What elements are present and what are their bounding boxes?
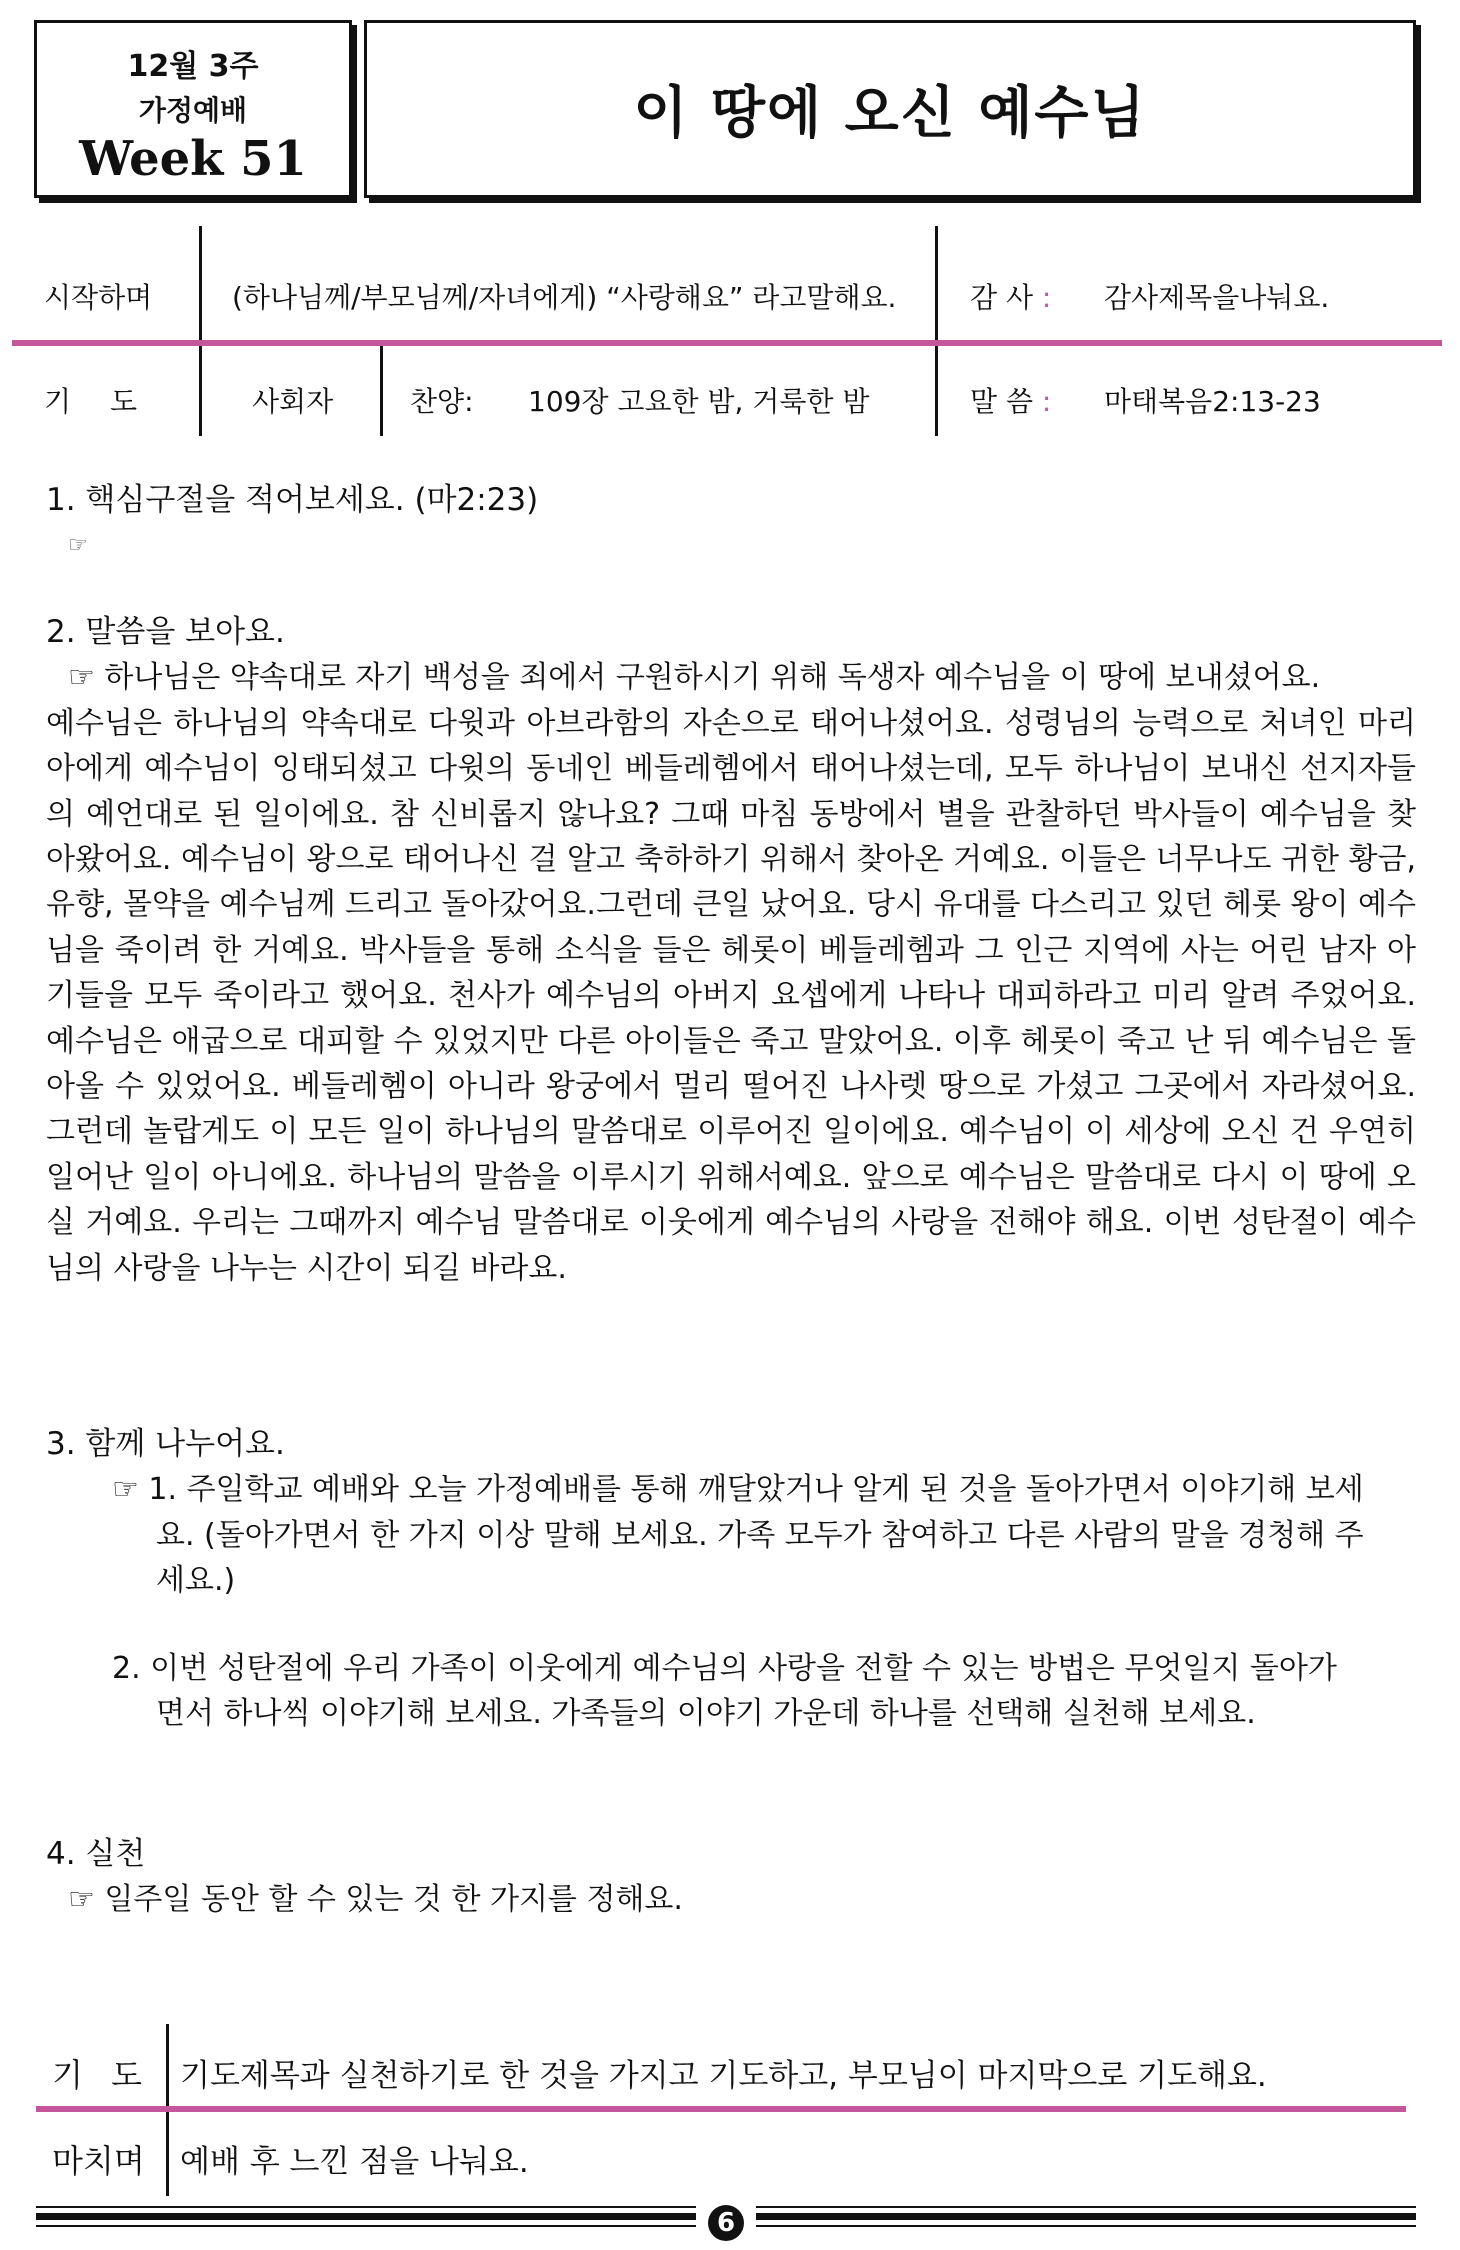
section-2-body: 예수님은 하나님의 약속대로 다윗과 아브라함의 자손으로 태어나셨어요. 성령님의 능력으로 처녀인 마리아에게 예수님이 잉태되셨고 다윗의 동네인 베들레헴에서 태어나셨는데, 모두 하나님이 보내신 선지자들의 예언대로 된 일이에요. 참 신비롭지 않나요? 그때 마침 동방에서 별을 관찰하던 박사들이 예수님을 찾아왔어요. 예수님이 왕으로 태어나신 걸 알고 축하하기 위해서 찾아온 거예요. 이들은 너무나도 귀한 황금, 유향, 몰약을 예수님께 드리고 돌아갔어요.그런데 큰일 났어요. 당시 유대를 다스리고 있던 헤롯 왕이 예수님을 죽이려 한 거예요. 박사들을 통해 소식을 들은 헤롯이 베들레헴과 그 인근 지역에 사는 어린 남자 아기들을 모두 죽이라고 했어요. 천사가 예수님의 아버지 요셉에게 나타나 대피하라고 미리 알려 주었어요. 예수님은 애굽으로 대피할 수 있었지만 다른 아이들은 죽고 말았어요. 이후 헤롯이 죽고 난 뒤 예수님은 돌아올 수 있었어요. 베들레헴이 아니라 왕궁에서 멀리 떨어진 나사렛 땅으로 가셨고 그곳에서 자라셨어요. 그런데 놀랍게도 이 모든 일이 하나님의 말씀대로 이루어진 일이에요. 예수님이 이 세상에 오신 건 우연히 일어난 일이 아니에요. 하나님의 말씀을 이루시기 위해서예요. 앞으로 예수님은 말씀대로 다시 이 땅에 오실 거예요. 우리는 그때까지 예수님 말씀대로 이웃에게 예수님의 사랑을 전해야 해요. 이번 성탄절이 예수님의 사랑을 나누는 시간이 되길 바라요. [46,705,1416,1286]
worship-type: 가정예배 [138,94,248,127]
closing-end-text: 예배 후 느낀 점을 나눠요. [180,2144,529,2180]
section-3-title: 3. 함께 나누어요. [46,1426,285,1462]
section-4-title: 4. 실천 [46,1836,146,1872]
section-1 [46,478,1416,569]
section-3 [46,1422,1416,1736]
page-number: 6 [708,2205,744,2241]
closing-end-label: 마치며 [52,2142,145,2180]
hymn-text: 109장 고요한 밤, 거룩한 밤 [528,385,870,418]
share-question-2: 2. 이번 성탄절에 우리 가족이 이웃에게 예수님의 사랑을 전할 수 있는 방법은 무엇일지 돌아가면서 하나씩 이야기해 보세요. 가족들의 이야기 가운데 하나를 선택해 실천해 보세요. [112,1650,1337,1732]
closing-prayer-text: 기도제목과 실천하기로 한 것을 가지고 기도하고, 부모님이 마지막으로 기도해요. [180,2058,1267,2094]
footer-rule [36,2225,696,2227]
leader-label: 사회자 [252,385,334,418]
divider [935,346,938,436]
footer-rule [756,2206,1416,2208]
footer-rule [756,2213,1416,2220]
section-1-title: 1. 핵심구절을 적어보세요. (마2:23) [46,482,539,518]
week-info-box [34,20,352,198]
section-2 [46,610,1416,1291]
prayer-label: 기 도 [44,385,137,418]
thanks-text: 감사제목을나눠요. [1104,281,1330,314]
section-2-title: 2. 말씀을 보아요. [46,614,285,650]
title-box [364,20,1416,198]
footer-rule [756,2225,1416,2227]
divider [935,226,938,340]
separator-line [12,340,1442,346]
word-label: 말 씀 : [970,385,1052,418]
week-line: 12월 3주 [127,49,259,84]
page-title: 이 땅에 오신 예수님 [633,81,1147,146]
closing-prayer-label: 기 도 [52,2056,142,2094]
section-2-intro: ☞ 하나님은 약속대로 자기 백성을 죄에서 구원하시기 위해 독생자 예수님을 이 땅에 보내셨어요. [68,660,1321,696]
week-label: Week 51 [79,131,307,187]
share-question-1: ☞ 1. 주일학교 예배와 오늘 가정예배를 통해 깨달았거나 알게 된 것을 돌아가면서 이야기해 보세요. (돌아가면서 한 가지 이상 말해 보세요. 가족 모두가 참여하고 다른 사람의 말을 경청해 주세요.) [112,1472,1364,1599]
divider [166,2024,169,2108]
divider [380,346,383,436]
start-label: 시작하며 [44,281,153,314]
start-text: (하나님께/부모님께/자녀에게) “사랑해요” 라고말해요. [232,281,897,314]
hymn-label: 찬양: [410,385,474,418]
separator-line [36,2106,1406,2112]
footer-rule [36,2206,696,2208]
divider [199,346,202,436]
pointing-hand-icon: ☞ [68,533,88,559]
thanks-label: 감 사 : [970,281,1052,314]
footer-rule [36,2213,696,2220]
section-4 [46,1832,1416,1923]
word-text: 마태복음2:13-23 [1104,385,1321,418]
practice-text: ☞ 일주일 동안 할 수 있는 것 한 가지를 정해요. [68,1882,683,1918]
divider [199,226,202,340]
divider [166,2112,169,2196]
